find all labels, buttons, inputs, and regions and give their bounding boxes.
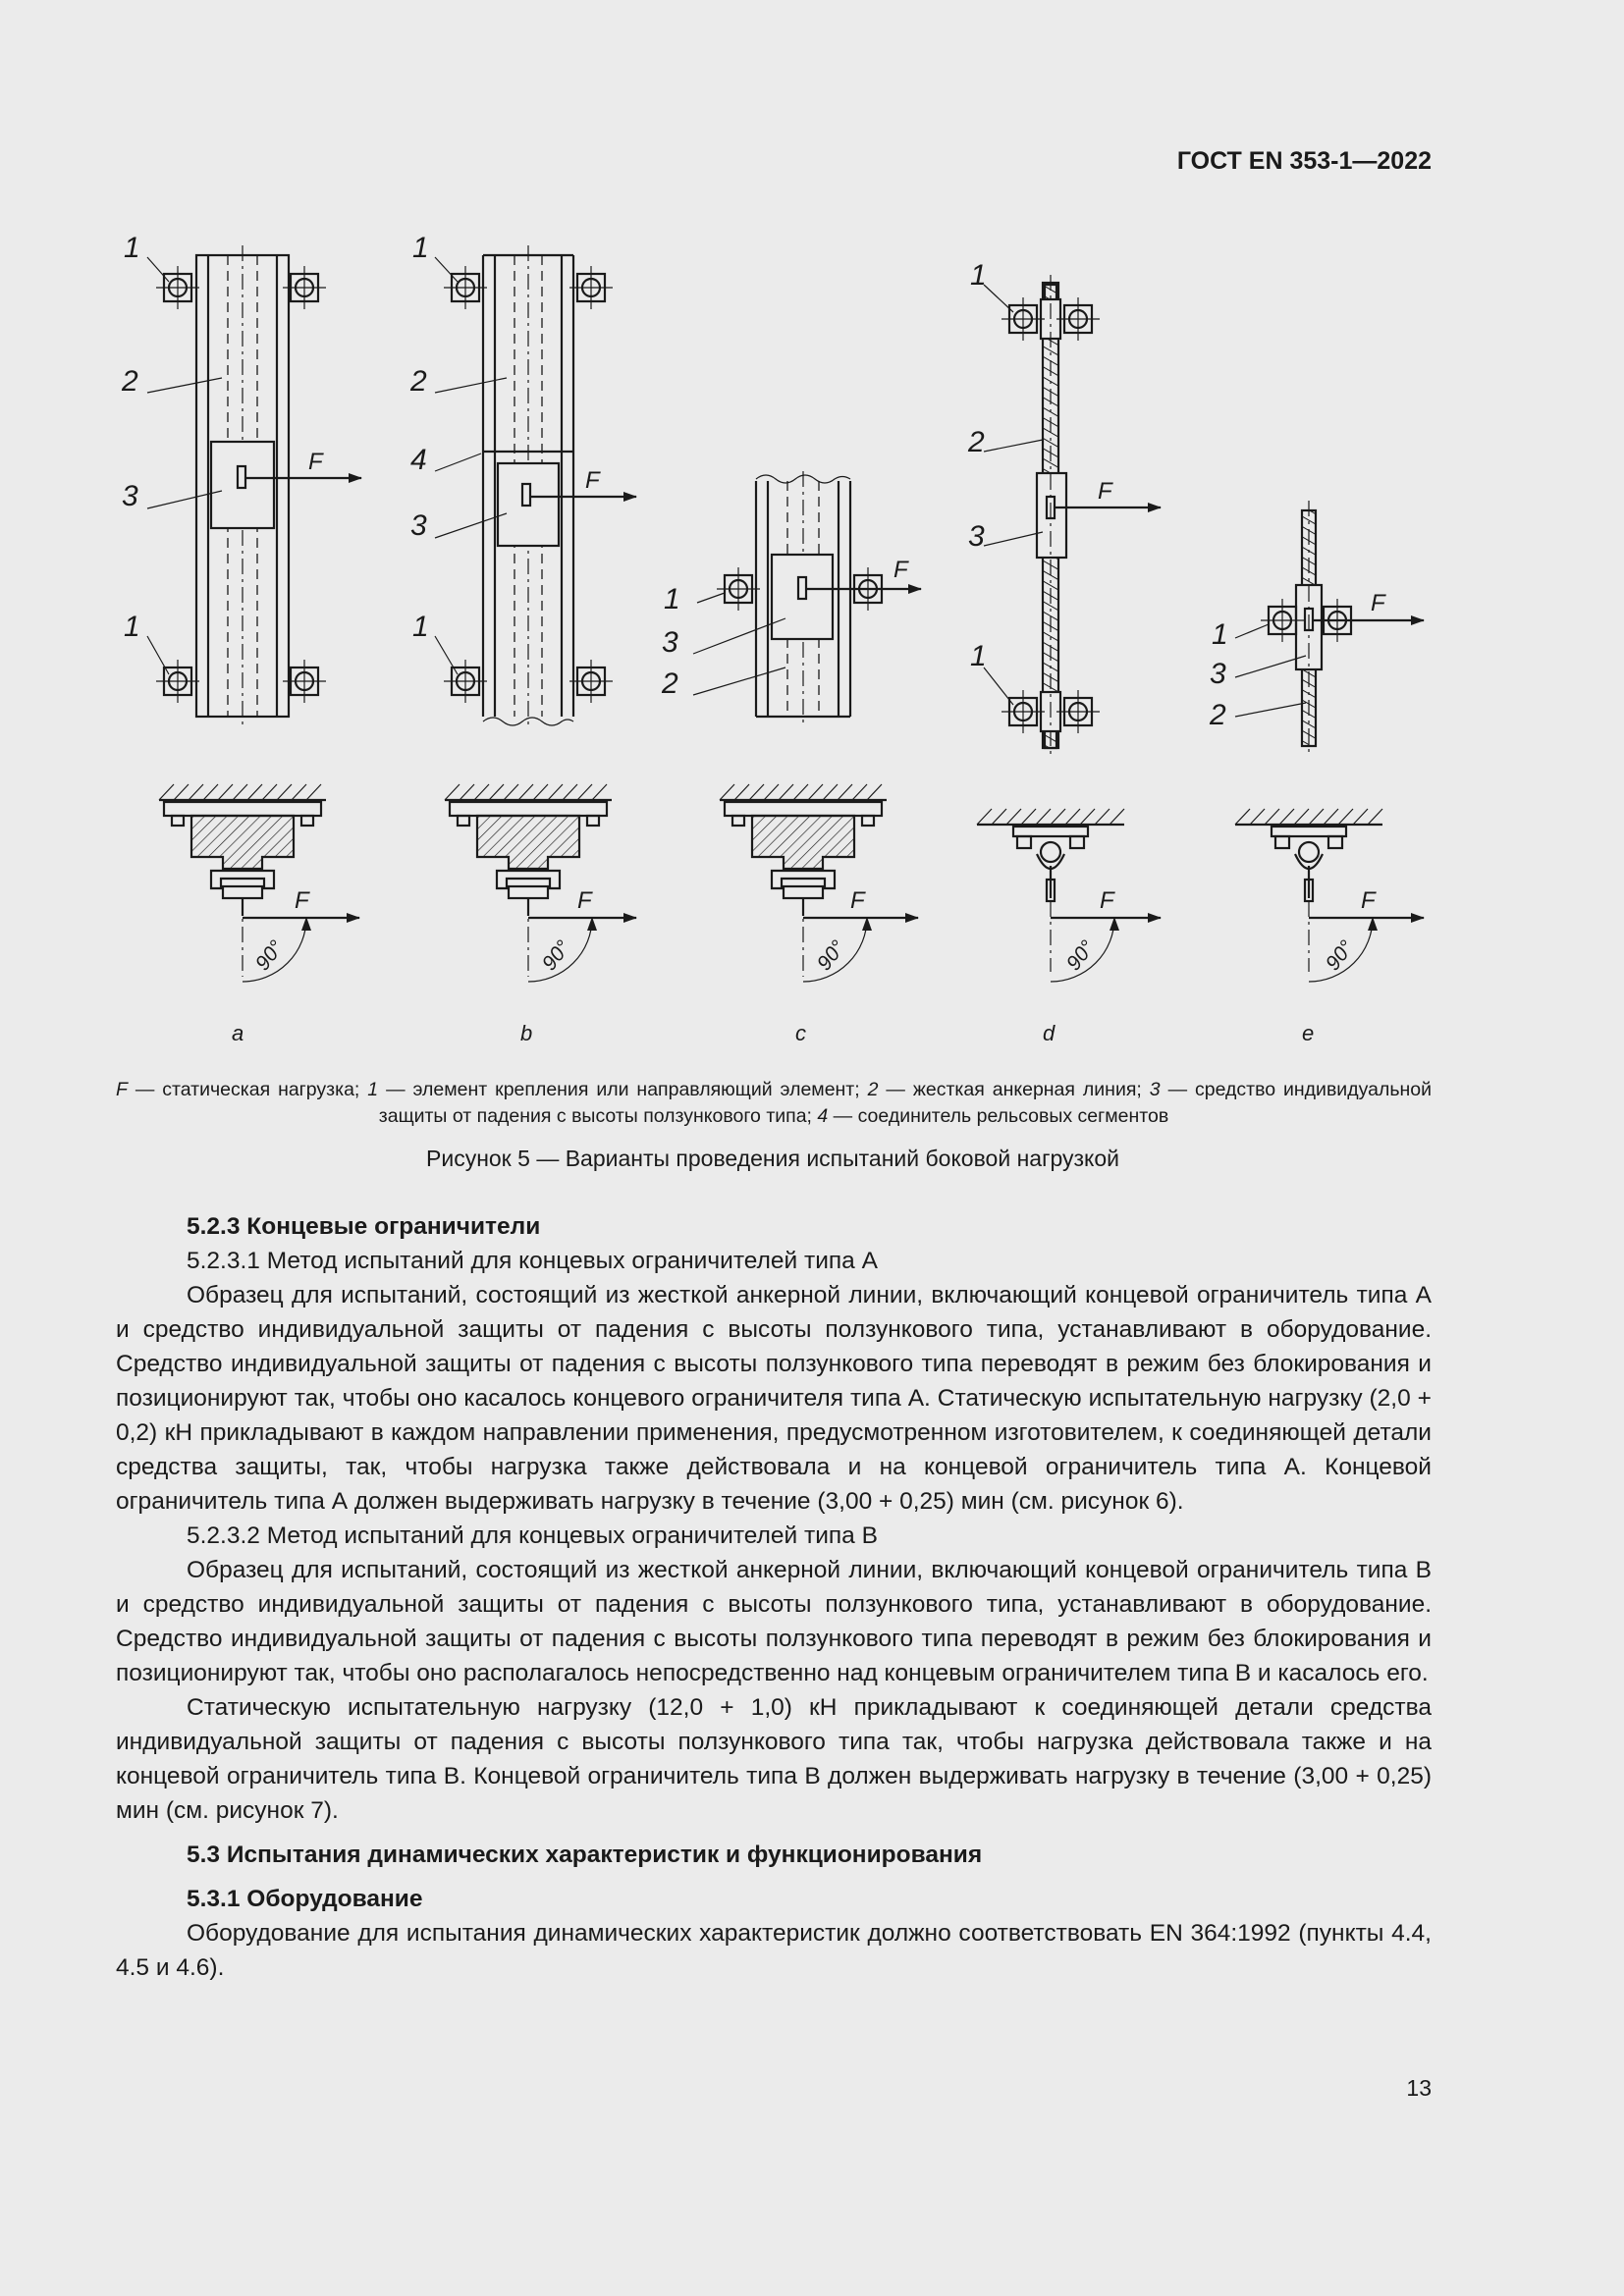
force-label: F [585, 467, 600, 494]
document-header: ГОСТ EN 353-1—2022 [1176, 147, 1432, 175]
page-number: 13 [1406, 2075, 1432, 2101]
paragraph: Образец для испытаний, состоящий из жесткой анкерной линии, включающий концевой ограничитель типа В и средство индивидуальной защиты от падения с высоты ползункового типа, устанавливают в оборудование. Средство индивидуальной защиты от падения с высоты ползункового типа переводят в режим без блокирования и позиционируют так, чтобы оно располагалось непосредственно над концевым ограничителем типа В и касалось его. [116, 1557, 1432, 1686]
force-label: F [893, 557, 908, 583]
force-label: F [1371, 590, 1385, 616]
sublabel-d: d [1043, 1021, 1056, 1045]
figure-variant-c [661, 471, 921, 1045]
callout-4: 4 [410, 444, 427, 476]
angle-label: 90° [537, 935, 575, 976]
sublabel-c: c [795, 1021, 806, 1045]
section-heading-5-2-3: 5.2.3 Концевые ограничители [187, 1213, 541, 1240]
figure-5-drawing [0, 0, 1624, 1070]
sublabel-a: a [232, 1021, 244, 1045]
force-label: F [1361, 887, 1376, 914]
callout-1: 1 [124, 611, 140, 643]
paragraph: Образец для испытаний, состоящий из жесткой анкерной линии, включающий концевой ограничитель типа А и средство индивидуальной защиты от падения с высоты ползункового типа, устанавливают в оборудование. Средство индивидуальной защиты от падения с высоты ползункового типа переводят в режим без блокирования и позиционируют так, чтобы оно касалось концевого ограничителя типа А. Статическую испытательную нагрузку (2,0 + 0,2) кН прикладывают в каждом направлении применения, предусмотренном изготовителем, к соединяющей детали средства защиты, так, чтобы нагрузка также действовала и на концевой ограничитель типа А. Концевой ограничитель типа А должен выдерживать нагрузку в течение (3,00 + 0,25) мин (см. рисунок 6). [116, 1282, 1432, 1515]
callout-2: 2 [1210, 699, 1226, 731]
sublabel-b: b [520, 1021, 533, 1045]
angle-label: 90° [1321, 935, 1359, 976]
callout-3: 3 [662, 626, 678, 659]
paragraph: Оборудование для испытания динамических характеристик должно соответствовать EN 364:1992 (пункты 4.4, 4.5 и 4.6). [116, 1920, 1432, 1981]
callout-3: 3 [1210, 658, 1226, 690]
force-label: F [577, 887, 592, 914]
callout-1: 1 [412, 611, 429, 643]
callout-3: 3 [968, 520, 985, 553]
angle-label: 90° [250, 935, 289, 976]
callout-2: 2 [122, 365, 138, 398]
callout-2: 2 [410, 365, 427, 398]
figure-variant-a [121, 232, 361, 1045]
callout-1: 1 [970, 259, 987, 292]
figure-legend: F — статическая нагрузка; 1 — элемент крепления или направляющий элемент; 2 — жесткая анкерная линия; 3 — средство индивидуальной защиты от падения с высоты ползункового типа; 4 — соединитель рельсовых сегментов [116, 1079, 1432, 1127]
section-heading-5-3: 5.3 Испытания динамических характеристик и функционирования [187, 1842, 983, 1868]
paragraph: Статическую испытательную нагрузку (12,0 + 1,0) кН прикладывают к соединяющей детали средства индивидуальной защиты от падения с высоты ползункового типа так, чтобы нагрузка действовала также и на концевой ограничитель типа В. Концевой ограничитель типа В должен выдерживать нагрузку в течение (3,00 + 0,25) мин (см. рисунок 7). [116, 1694, 1432, 1824]
subsection-heading-5-2-3-1: 5.2.3.1 Метод испытаний для концевых ограничителей типа А [187, 1248, 878, 1274]
section-heading-5-3-1: 5.3.1 Оборудование [187, 1886, 423, 1912]
callout-3: 3 [410, 509, 427, 542]
force-label: F [1098, 478, 1112, 505]
angle-label: 90° [1061, 935, 1100, 976]
force-label: F [1100, 887, 1114, 914]
callout-1: 1 [664, 583, 680, 615]
callout-3: 3 [122, 480, 138, 512]
callout-1: 1 [412, 232, 429, 264]
figure-variant-b [409, 232, 636, 1045]
document-body [116, 1209, 1432, 1985]
figure-variant-e [1209, 501, 1424, 1045]
angle-label: 90° [812, 935, 850, 976]
callout-2: 2 [662, 667, 678, 700]
callout-1: 1 [970, 640, 987, 672]
callout-2: 2 [968, 426, 985, 458]
callout-1: 1 [1212, 618, 1228, 651]
force-label: F [850, 887, 865, 914]
figure-caption: Рисунок 5 — Варианты проведения испытаний боковой нагрузкой [426, 1146, 1119, 1171]
force-label: F [308, 449, 323, 475]
force-label: F [295, 887, 309, 914]
figure-variant-d [967, 259, 1161, 1045]
subsection-heading-5-2-3-2: 5.2.3.2 Метод испытаний для концевых ограничителей типа В [187, 1522, 878, 1549]
callout-1: 1 [124, 232, 140, 264]
sublabel-e: e [1302, 1021, 1315, 1045]
